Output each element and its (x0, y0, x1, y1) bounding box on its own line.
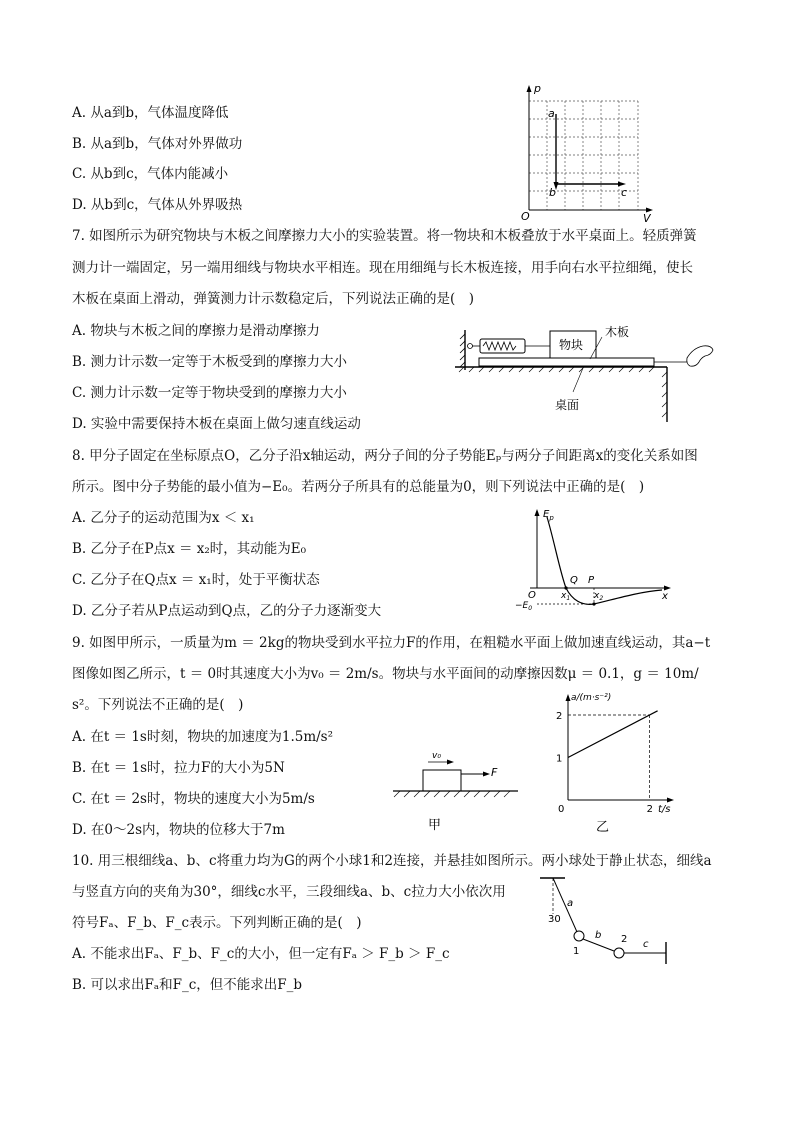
q9-option-d: D. 在0～2s内，物块的位移大于7m (72, 822, 285, 838)
origin-label: O (521, 210, 530, 223)
q-label: Q (570, 575, 578, 586)
origin-tick-label: 0 (558, 804, 565, 815)
q9-stem-line-3: s²。下列说法不正确的是( ) (72, 697, 244, 713)
a-t-chart (540, 688, 690, 836)
board-label: 木板 (605, 325, 630, 339)
q9-option-a: A. 在t ＝ 1s时刻，物块的加速度为1.5m/s² (72, 729, 334, 745)
q7-option-c: C. 测力计示数一定等于物块受到的摩擦力大小 (72, 385, 347, 401)
caption-jia: 甲 (428, 818, 442, 833)
point-q (564, 586, 567, 589)
t-axis-label: t/s (658, 804, 671, 815)
neg-e0-label: $-E_0$ (515, 601, 533, 612)
q7-stem-line-1: 7. 如图所示为研究物块与木板之间摩擦力大小的实验装置。将一物块和木板叠放于水平桌面上。轻质弹簧 (72, 228, 697, 244)
pv-diagram (512, 80, 662, 226)
ball-1 (574, 931, 584, 941)
ball-2 (614, 948, 624, 958)
x-label: x (662, 591, 668, 602)
string-c-label: c (643, 939, 649, 950)
q9-option-c: C. 在t ＝ 2s时，物块的速度大小为5m/s (72, 791, 315, 807)
q6-option-d: D. 从b到c，气体从外界吸热 (72, 197, 243, 213)
v0-label: v₀ (432, 751, 441, 761)
q7-option-d: D. 实验中需要保持木板在桌面上做匀速直线运动 (72, 416, 361, 432)
q10-stem-line-3: 符号Fₐ、F_b、F_c表示。下列判断正确的是( ) (72, 915, 362, 931)
hanging-balls-diagram (535, 874, 675, 969)
q9-stem-line-1: 9. 如图甲所示，一质量为m ＝ 2kg的物块受到水平拉力F的作用，在粗糙水平面上做加速直线运动，其a−t (72, 635, 711, 651)
q7-stem-line-2: 测力计一端固定，另一端用细线与物块水平相连。现在用细绳与长木板连接，用手向右水平拉细绳，使长 (72, 260, 693, 276)
caption-yi: 乙 (596, 820, 610, 835)
angle-label: 30 (548, 914, 561, 925)
p-label: P (588, 575, 595, 586)
q10-stem-line-2: 与竖直方向的夹角为30°，细线c水平，三段细线a、b、c拉力大小依次用 (72, 884, 506, 900)
q10-option-b: B. 可以求出Fₐ和F_c，但不能求出F_b (72, 977, 303, 993)
point-p (592, 602, 595, 605)
v-label: V (643, 212, 651, 225)
potential-energy-graph (512, 500, 677, 620)
a-t-series-line (568, 711, 658, 758)
string-b-label: b (595, 930, 602, 941)
point-a-label: a (548, 107, 555, 120)
string-a-label: a (567, 898, 574, 909)
q7-option-b: B. 测力计示数一定等于木板受到的摩擦力大小 (72, 354, 348, 370)
friction-apparatus-diagram (455, 322, 720, 422)
point-c-label: c (621, 186, 628, 199)
q9-option-b: B. 在t ＝ 1s时，拉力F的大小为5N (72, 760, 285, 776)
ball-2-label: 2 (621, 934, 628, 945)
origin-label: O (528, 590, 536, 601)
block (423, 770, 461, 791)
force-label: F (491, 766, 498, 779)
p-label: p (534, 82, 541, 95)
q6-option-a: A. 从a到b，气体温度降低 (72, 105, 229, 121)
q7-stem-line-3: 木板在桌面上滑动，弹簧测力计示数稳定后，下列说法正确的是( ) (72, 291, 475, 307)
q10-stem-line-1: 10. 用三根细线a、b、c将重力均为G的两个小球1和2连接，并悬挂如图所示。两小球处于静止状态，细线a (72, 853, 712, 869)
q8-option-a: A. 乙分子的运动范围为x ＜ x₁ (72, 510, 255, 526)
q7-option-a: A. 物块与木板之间的摩擦力是滑动摩擦力 (72, 323, 320, 339)
board (479, 358, 654, 366)
hand (687, 346, 713, 366)
ep-label: $E_p$ (543, 509, 554, 522)
x-tick-label: 2 (646, 804, 653, 815)
q6-option-c: C. 从b到c，气体内能减小 (72, 166, 229, 182)
ball-1-label: 1 (573, 946, 580, 957)
q8-option-c: C. 乙分子在Q点x ＝ x₁时，处于平衡状态 (72, 572, 320, 588)
block-label: 物块 (559, 338, 584, 352)
q9-stem-line-2: 图像如图乙所示，t ＝ 0时其速度大小为v₀ ＝ 2m/s。物块与水平面间的动摩擦因数μ ＝ 0.1，g ＝ 10m/ (72, 666, 699, 682)
a-axis-label: a/(m·s⁻²) (571, 693, 612, 703)
x2-label: $x_2$ (594, 591, 604, 602)
q6-option-b: B. 从a到b，气体对外界做功 (72, 136, 243, 152)
figure-jia (388, 748, 523, 833)
y-tick-label: 2 (556, 711, 563, 722)
q8-option-b: B. 乙分子在P点x ＝ x₂时，其动能为E₀ (72, 541, 307, 557)
q8-stem-line-1: 8. 甲分子固定在坐标原点O，乙分子沿x轴运动，两分子间的分子势能Eₚ与两分子间距离x的变化关系如图 (72, 448, 698, 464)
point-b-label: b (549, 186, 556, 199)
q8-stem-line-2: 所示。图中分子势能的最小值为−E₀。若两分子所具有的总能量为0，则下列说法中正确的是( ) (72, 479, 645, 495)
x1-label: $x_1$ (561, 591, 571, 602)
q10-option-a: A. 不能求出Fₐ、F_b、F_c的大小，但一定有Fₐ ＞ F_b ＞ F_c (72, 946, 450, 962)
table-label: 桌面 (555, 398, 580, 412)
y-tick-label: 1 (556, 753, 563, 765)
q8-option-d: D. 乙分子若从P点运动到Q点，乙的分子力逐渐变大 (72, 603, 382, 619)
